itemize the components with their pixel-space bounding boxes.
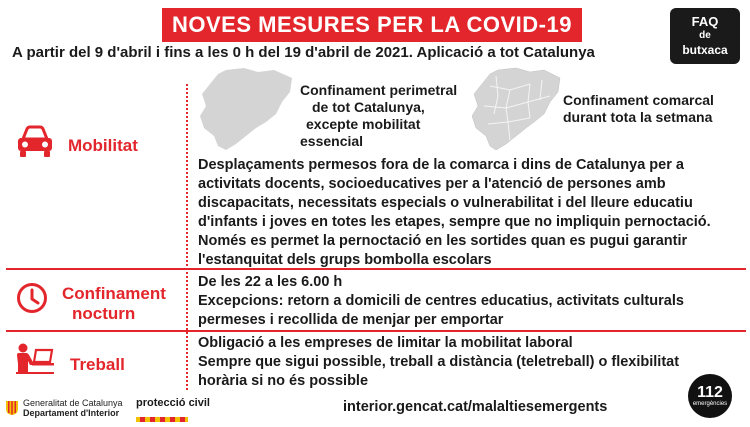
- faq-line-1: FAQ: [691, 14, 719, 29]
- map2-caption-line-1: Confinament comarcal: [563, 92, 714, 108]
- mobilitat-text-line-5: Només es permet la pernoctació en les sortides quan es pugui garantir: [198, 233, 688, 249]
- page-title: [162, 8, 582, 42]
- worker-laptop-icon: [14, 342, 56, 379]
- map1-caption-line-3: excepte mobilitat: [306, 116, 421, 132]
- catalonia-map-icon: [196, 66, 296, 157]
- section-label-treball: Treball: [70, 355, 125, 374]
- mobilitat-text: [198, 156, 711, 270]
- badge-number: 112: [697, 383, 723, 401]
- website-link[interactable]: interior.gencat.cat/malaltiesemergents: [343, 399, 608, 415]
- faq-line-3: butxaca: [682, 43, 728, 57]
- map1-caption-line-2: de tot Catalunya,: [312, 99, 425, 115]
- page-title-text: NOVES MESURES PER LA COVID-19: [172, 12, 572, 37]
- treball-text-line-2: Sempre que sigui possible, treball a distància (teletreball) o flexibilitat: [198, 354, 680, 370]
- page-subtitle: A partir del 9 d'abril i fins a les 0 h del 19 d'abril de 2021. Aplicació a tot Catalunya: [12, 44, 595, 61]
- map1-caption: [300, 82, 457, 150]
- map1-caption-line-4: essencial: [300, 133, 364, 149]
- treball-text: [198, 334, 679, 391]
- mobilitat-text-line-1: Desplaçaments permesos fora de la comarca i dins de Catalunya per a: [198, 157, 684, 173]
- comarques-map-icon: [470, 66, 564, 157]
- treball-text-line-3: horària si no és possible: [198, 373, 369, 389]
- mobilitat-text-line-3: discapacitats, necessitats especials o vulnerabilitat i del lleure educatiu: [198, 195, 693, 211]
- confinament-text-line-2: Excepcions: retorn a domicili de centres educatius, activitats culturals: [198, 293, 684, 309]
- confinament-label-line-2: nocturn: [72, 304, 136, 323]
- proteccio-civil-label: protecció civil: [136, 397, 210, 409]
- confinament-text: [198, 273, 684, 330]
- map2-caption-line-2: durant tota la setmana: [563, 109, 713, 125]
- mobilitat-text-line-4: d'infants i joves en totes les etapes, sempre que no impliquin pernoctació.: [198, 214, 711, 230]
- proteccio-civil-logo: [136, 397, 210, 427]
- confinament-label-line-1: Confinament: [62, 284, 166, 303]
- treball-text-line-1: Obligació a les empreses de limitar la mobilitat laboral: [198, 335, 573, 351]
- faq-badge: [670, 8, 740, 64]
- confinament-text-line-1: De les 22 a les 6.00 h: [198, 274, 343, 290]
- mobilitat-text-line-2: activitats docents, socioeducatives per a l'atenció de persones amb: [198, 176, 666, 192]
- emergency-112-badge: [688, 374, 732, 418]
- confinament-text-line-3: permeses i recollida de menjar per emportar: [198, 312, 504, 328]
- map2-caption: [563, 92, 714, 126]
- section-divider-2: [6, 330, 746, 332]
- mobilitat-text-line-6: l'estanquitat dels grups bombolla escolars: [198, 252, 492, 268]
- gencat-name: Generalitat de Catalunya: [23, 398, 123, 408]
- vertical-divider: [186, 84, 188, 390]
- gencat-department: Departament d'Interior: [23, 408, 120, 418]
- gencat-logo: [6, 398, 123, 418]
- section-label-mobilitat: Mobilitat: [68, 136, 138, 155]
- clock-icon: [16, 282, 48, 319]
- map1-caption-line-1: Confinament perimetral: [300, 82, 458, 98]
- badge-subtitle: emergències: [692, 400, 728, 407]
- senyera-shield-icon: [6, 401, 18, 415]
- car-icon: [16, 125, 54, 164]
- section-label-confinament: [62, 284, 166, 324]
- faq-line-2: de: [699, 30, 711, 41]
